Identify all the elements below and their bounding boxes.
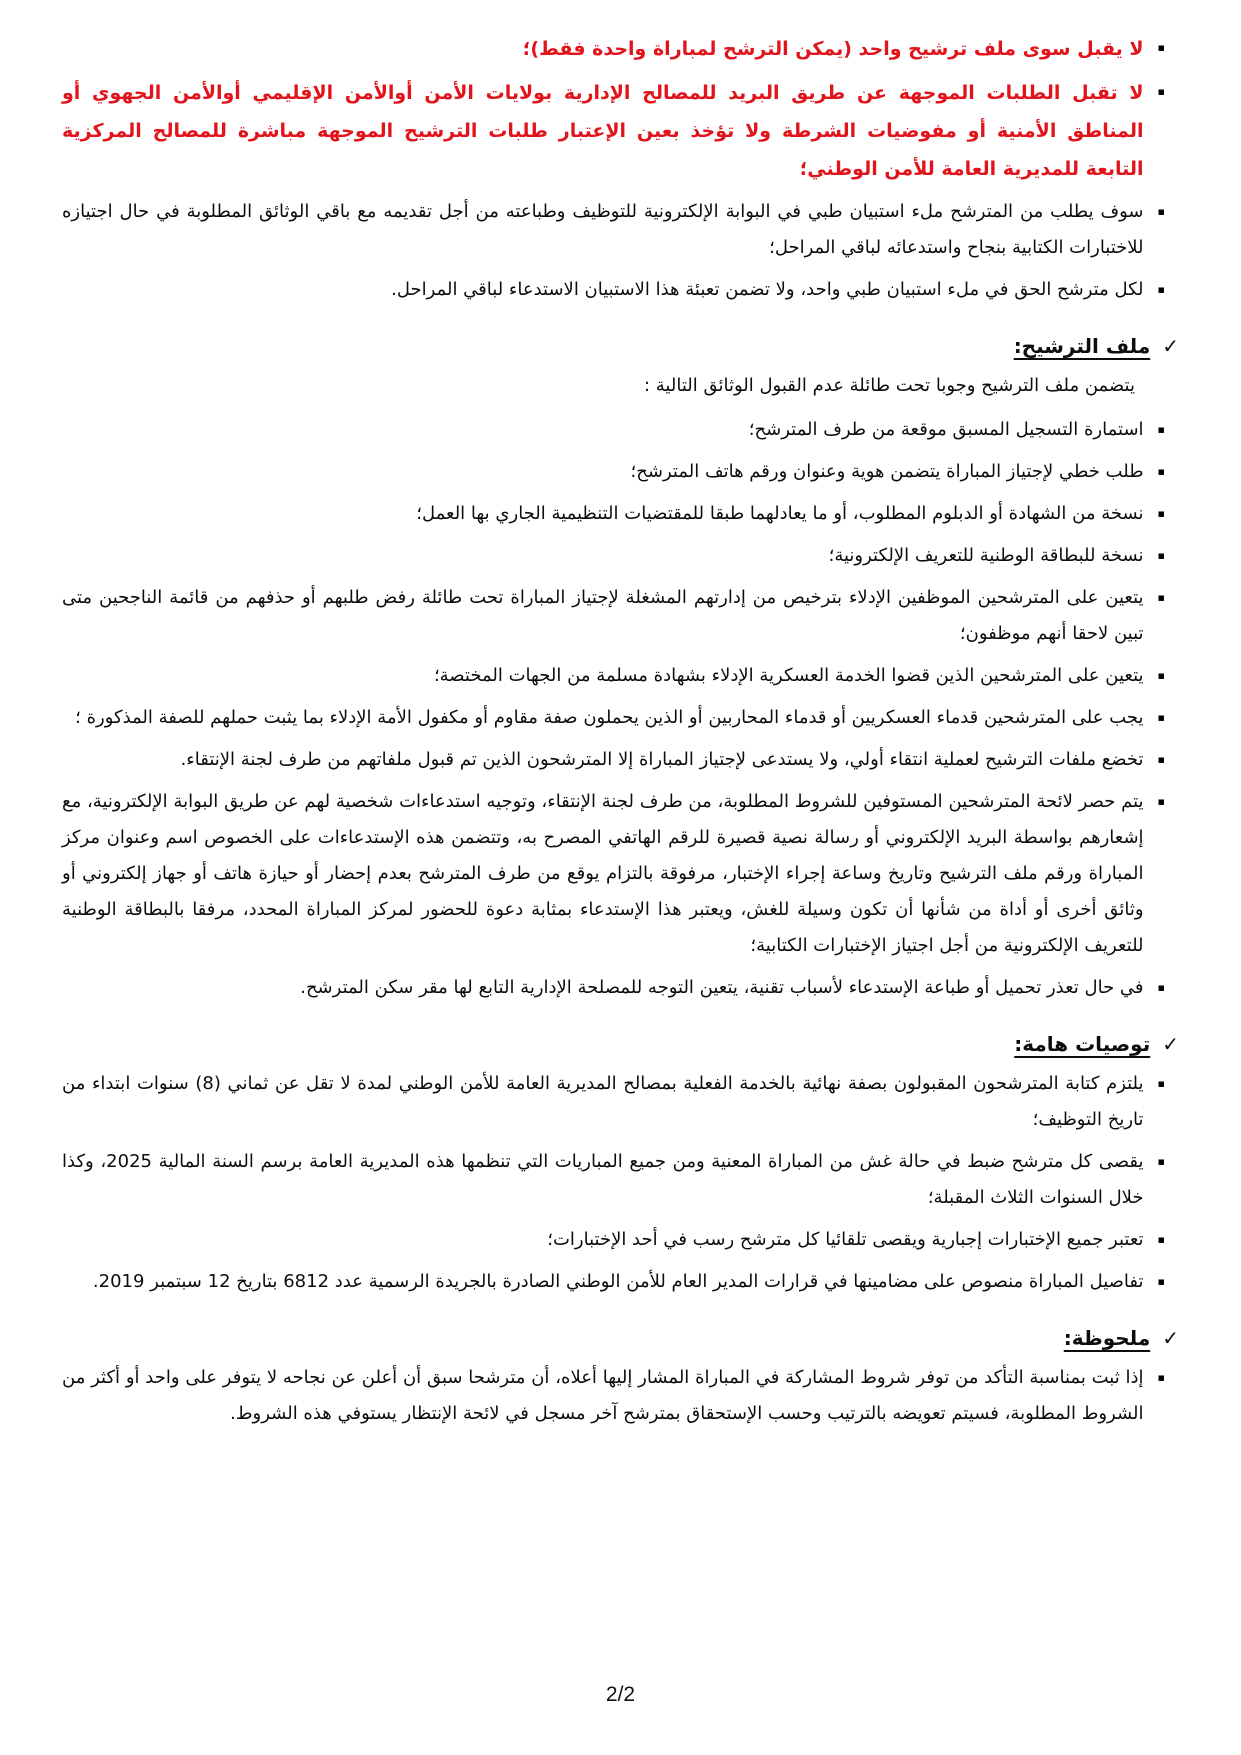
list-item [62,700,1181,736]
bullet-text: يتعين على المترشحين الذين قضوا الخدمة العسكرية الإدلاء بشهادة مسلمة من الجهات المختصة؛ [433,665,1144,686]
square-bullet-icon: ▪ [1157,41,1165,54]
list-item [62,1222,1181,1258]
bullet-text: تخضع ملفات الترشيح لعملية انتقاء أولي، ولا يستدعى لإجتياز المباراة إلا المترشحون الذين تم قبول ملفاتهم من طرف لجنة الإنتقاء. [180,749,1144,770]
notice-text: لا يقبل سوى ملف ترشيح واحد (يمكن الترشح لمباراة واحدة فقط)؛ [522,38,1144,60]
square-bullet-icon: ▪ [1157,85,1165,98]
section-bullet-list [62,1360,1181,1432]
bullet-text: طلب خطي لإجتياز المباراة يتضمن هوية وعنوان ورقم هاتف المترشح؛ [630,461,1144,482]
square-bullet-icon: ▪ [1157,1275,1165,1288]
list-item [62,1360,1181,1432]
section-heading [62,1032,1181,1056]
list-item [62,970,1181,1006]
bullet-text: يجب على المترشحين قدماء العسكريين أو قدماء المحاربين أو الذين يحملون صفة مقاوم أو مكفول الأمة الإدلاء بما يثبت حملهم للصفة المذكورة ؛ [75,707,1144,728]
section-heading [62,334,1181,358]
list-item [62,1144,1181,1216]
list-item [62,454,1181,490]
square-bullet-icon: ▪ [1157,205,1165,218]
bullet-text: استمارة التسجيل المسبق موقعة من طرف المترشح؛ [748,419,1144,440]
bullet-text: في حال تعذر تحميل أو طباعة الإستدعاء لأسباب تقنية، يتعين التوجه للمصلحة الإدارية التابع لها مقر سكن المترشح. [300,977,1144,998]
square-bullet-icon: ▪ [1157,1371,1165,1384]
section-bullet-list [62,1066,1181,1300]
list-item [62,784,1181,964]
square-bullet-icon: ▪ [1157,591,1165,604]
list-item [62,194,1181,266]
page-number: 2/2 [605,1683,636,1706]
square-bullet-icon: ▪ [1157,1233,1165,1246]
section-note [62,1326,1181,1432]
notice-text: سوف يطلب من المترشح ملء استبيان طبي في البوابة الإلكترونية للتوظيف وطباعته من أجل تقديمه مع باقي الوثائق المطلوبة في حال اجتيازه للاختبارات الكتابية بنجاح واستدعائه لباقي المراحل؛ [62,201,1144,258]
bullet-text: تفاصيل المباراة منصوص على مضامينها في قرارات المدير العام للأمن الوطني الصادرة بالجريدة الرسمية عدد 6812 بتاريخ 12 سبتمبر 2019. [92,1271,1144,1292]
square-bullet-icon: ▪ [1157,283,1165,296]
list-item [62,412,1181,448]
top-notices [62,30,1181,308]
bullet-text: يقصى كل مترشح ضبط في حالة غش من المباراة المعنية ومن جميع المباريات التي تنظمها هذه المديرية العامة برسم السنة المالية 2025، وكذا خلال السنوات الثلاث المقبلة؛ [62,1151,1144,1208]
square-bullet-icon: ▪ [1157,1155,1165,1168]
section-heading-text: ملحوظة: [1063,1326,1151,1350]
square-bullet-icon: ▪ [1157,753,1165,766]
bullet-text: نسخة للبطاقة الوطنية للتعريف الإلكترونية؛ [828,545,1144,566]
section-heading-text: ملف الترشيح: [1013,334,1151,358]
bullet-text: نسخة من الشهادة أو الدبلوم المطلوب، أو ما يعادلهما طبقا للمقتضيات التنظيمية الجاري بها العمل؛ [416,503,1144,524]
list-item [62,580,1181,652]
section-important-recommendations [62,1032,1181,1300]
section-heading-text: توصيات هامة: [1014,1032,1151,1056]
section-bullet-list [62,412,1181,1006]
bullet-text: يتم حصر لائحة المترشحين المستوفين للشروط المطلوبة، من طرف لجنة الإنتقاء، وتوجيه استدعاءات شخصية لهم عن طريق البوابة الإلكترونية، مع إشعارهم بواسطة البريد الإلكتروني أو رسالة نصية قصيرة للرقم الهاتفي المصرح به، وتتضمن هذه الإستدعاءات على الخصوص اسم وعنوان مركز المباراة ورقم ملف الترشيح وتاريخ وساعة إجراء الإختبار، مرفوقة بالتزام يوقع من طرف المترشح بعدم إحضار أو حيازة هاتف أو جهاز إلكتروني أو وثائق أخرى أو أداة من شأنها أن تكون وسيلة للغش، ويعتبر هذا الإستدعاء بمثابة دعوة للحضور لمركز المباراة المحدد، مرفقا بالبطاقة الوطنية للتعريف الإلكترونية من أجل اجتياز الإختبارات الكتابية؛ [62,791,1144,956]
square-bullet-icon: ▪ [1157,507,1165,520]
list-item [62,272,1181,308]
square-bullet-icon: ▪ [1157,423,1165,436]
square-bullet-icon: ▪ [1157,795,1165,808]
checkmark-icon: ✓ [1162,334,1179,358]
square-bullet-icon: ▪ [1157,711,1165,724]
list-item [62,742,1181,778]
list-item [62,1264,1181,1300]
list-item [62,74,1181,188]
list-item [62,496,1181,532]
square-bullet-icon: ▪ [1157,1077,1165,1090]
square-bullet-icon: ▪ [1157,465,1165,478]
square-bullet-icon: ▪ [1157,549,1165,562]
square-bullet-icon: ▪ [1157,669,1165,682]
bullet-text: يلتزم كتابة المترشحون المقبولون بصفة نهائية بالخدمة الفعلية بمصالح المديرية العامة للأمن الوطني لمدة لا تقل عن ثماني (8) سنوات ابتداء من تاريخ التوظيف؛ [62,1073,1144,1130]
section-intro: يتضمن ملف الترشيح وجوبا تحت طائلة عدم القبول الوثائق التالية : [643,375,1135,396]
notice-text: لا تقبل الطلبات الموجهة عن طريق البريد للمصالح الإدارية بولايات الأمن أوالأمن الإقليمي أوالأمن الجهوي أو المناطق الأمنية أو مفوضيات الشرطة ولا تؤخذ بعين الإعتبار طلبات الترشيح الموجهة مباشرة للمصالح المركزية التابعة للمديرية العامة للأمن الوطني؛ [62,82,1144,180]
checkmark-icon: ✓ [1162,1326,1179,1350]
bullet-text: يتعين على المترشحين الموظفين الإدلاء بترخيص من إدارتهم المشغلة لإجتياز المباراة تحت طائلة رفض طلبهم أو حذفهم من قائمة الناجحين متى تبين لاحقا أنهم موظفون؛ [62,587,1144,644]
bullet-text: تعتبر جميع الإختبارات إجبارية ويقصى تلقائيا كل مترشح رسب في أحد الإختبارات؛ [547,1229,1144,1250]
notice-text: لكل مترشح الحق في ملء استبيان طبي واحد، ولا تضمن تعبئة هذا الاستبيان الاستدعاء لباقي المراحل. [391,279,1144,300]
list-item [62,538,1181,574]
list-item [62,30,1181,68]
bullet-text: إذا ثبت بمناسبة التأكد من توفر شروط المشاركة في المباراة المشار إليها أعلاه، أن مترشحا سبق أن أعلن عن نجاحه لا يتوفر على واحد أو أكثر من الشروط المطلوبة، فسيتم تعويضه بالترتيب وحسب الإستحقاق بمترشح آخر مسجل في لائحة الإنتظار يستوفي هذه الشروط. [62,1367,1144,1424]
square-bullet-icon: ▪ [1157,981,1165,994]
list-item [62,658,1181,694]
checkmark-icon: ✓ [1162,1032,1179,1056]
list-item [62,1066,1181,1138]
section-heading [62,1326,1181,1350]
section-candidacy-file [62,334,1181,1006]
